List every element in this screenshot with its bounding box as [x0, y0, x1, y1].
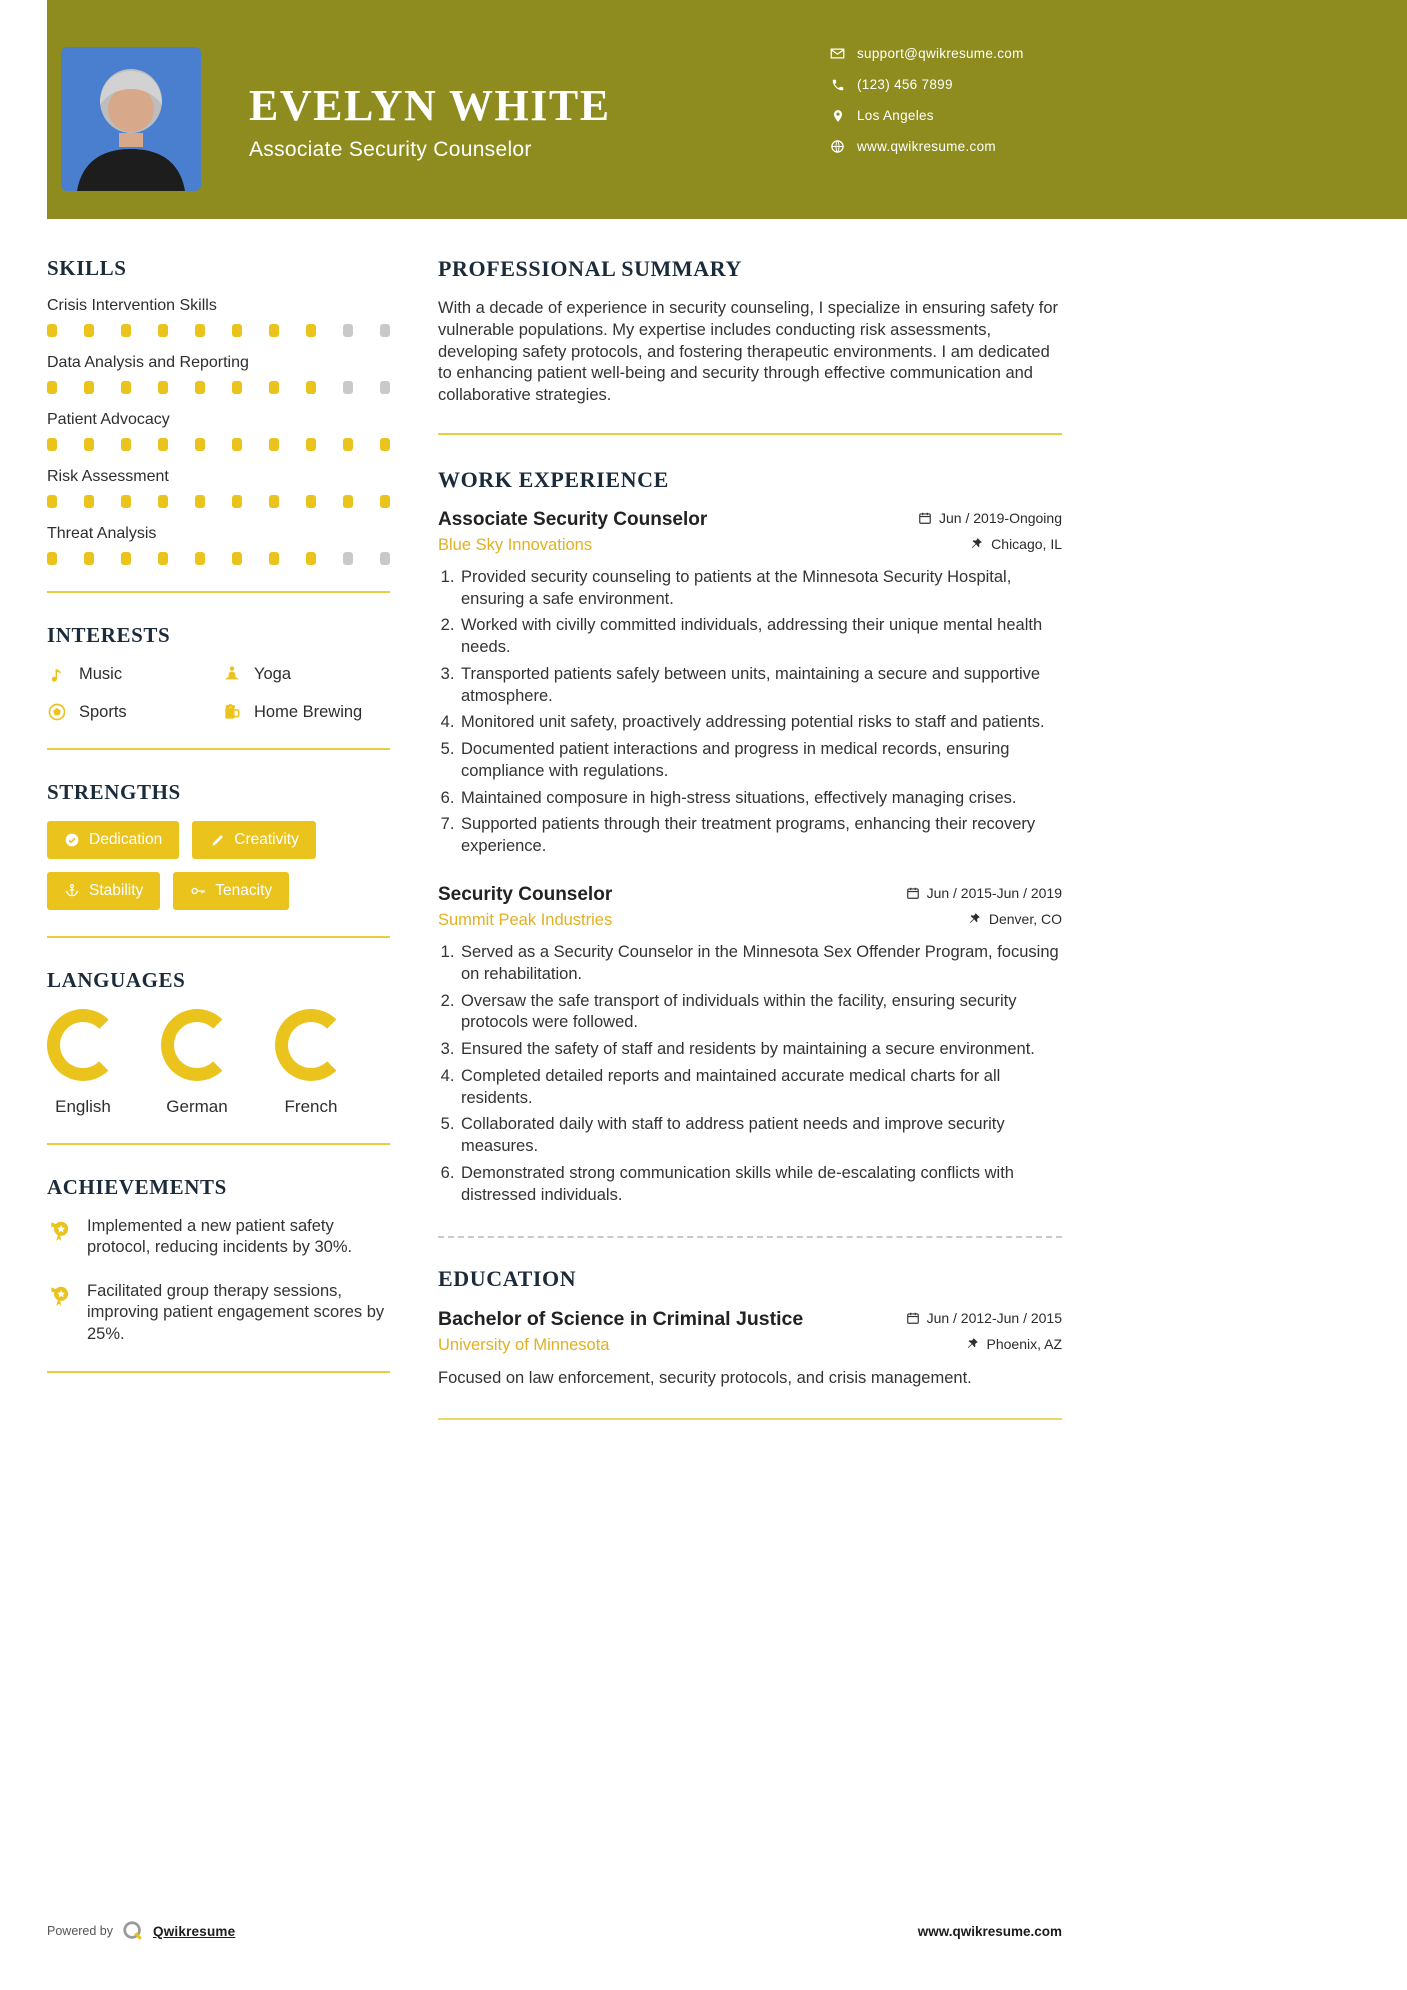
interest-item — [222, 702, 390, 722]
strength-label: Stability — [89, 882, 144, 899]
languages-row — [47, 1009, 390, 1117]
section-divider — [47, 591, 390, 593]
section-divider — [47, 1371, 390, 1373]
skill-name: Data Analysis and Reporting — [47, 354, 249, 371]
person-title: Associate Security Counselor — [249, 138, 532, 161]
header — [47, 0, 1407, 219]
skill-item — [47, 411, 390, 451]
section-divider — [47, 1143, 390, 1145]
job-bullet: 5. Documented patient interactions and progress in medical records, ensuring compliance with regulations. — [459, 739, 1062, 783]
job-title: Associate Security Counselor — [438, 508, 708, 530]
languages-section — [47, 968, 390, 1117]
job-subhead — [438, 911, 1062, 930]
interest-label: Sports — [79, 702, 127, 721]
skill-item — [47, 525, 390, 565]
job-head — [438, 509, 1062, 531]
job-bullet: 2. Worked with civilly committed individuals, addressing their unique mental health needs. — [459, 615, 1062, 659]
language-item — [47, 1009, 119, 1117]
skill-meter — [47, 438, 390, 451]
job-bullet: 7. Supported patients through their treatment programs, enhancing their recovery experience. — [459, 814, 1062, 858]
education-location-text: Phoenix, AZ — [986, 1336, 1062, 1353]
light-divider — [438, 1418, 1062, 1420]
contact-phone — [830, 77, 1024, 92]
job-subhead — [438, 536, 1062, 555]
right-column — [438, 256, 1062, 1420]
strengths-heading: STRENGTHS — [47, 780, 181, 804]
location-icon — [830, 108, 845, 123]
education-description: Focused on law enforcement, security protocols, and crisis management. — [438, 1369, 972, 1388]
skill-name: Patient Advocacy — [47, 411, 170, 428]
footer-site-link[interactable]: www.qwikresume.com — [917, 1923, 1062, 1939]
job-bullet: 3. Transported patients safely between units, maintaining a secure and supportive atmosphere. — [459, 664, 1062, 708]
skill-name: Risk Assessment — [47, 468, 169, 485]
profile-photo-image — [61, 47, 201, 191]
job-dates — [918, 510, 1062, 526]
job-bullet: 6. Demonstrated strong communication skills while de-escalating conflicts with distressed individuals. — [459, 1163, 1062, 1207]
contact-location-text: Los Angeles — [857, 108, 934, 123]
music-icon — [47, 664, 67, 684]
dashed-divider — [438, 1236, 1062, 1238]
education-section — [438, 1266, 1062, 1420]
language-donut — [275, 1009, 347, 1081]
contact-email — [830, 46, 1024, 61]
contact-email-text: support@qwikresume.com — [857, 46, 1024, 61]
skills-heading: SKILLS — [47, 256, 127, 280]
achievement-item — [47, 1281, 390, 1345]
achievement-text: Facilitated group therapy sessions, improving patient engagement scores by 25%. — [87, 1281, 385, 1343]
strength-label: Tenacity — [215, 882, 273, 899]
achievements-heading: ACHIEVEMENTS — [47, 1175, 227, 1199]
footer — [47, 1920, 1062, 1942]
main-content — [0, 219, 1407, 1420]
skill-meter — [47, 324, 390, 337]
left-column — [47, 256, 390, 1420]
section-divider — [438, 433, 1062, 435]
skill-meter — [47, 381, 390, 394]
skill-meter — [47, 552, 390, 565]
job-location — [968, 911, 1062, 927]
skill-name: Threat Analysis — [47, 525, 157, 542]
language-item — [275, 1009, 347, 1117]
job-head — [438, 884, 1062, 906]
section-divider — [47, 748, 390, 750]
summary-text: With a decade of experience in security counseling, I specialize in ensuring safety for vulnerable populations. My expertise includes conducting risk assessments, developing safety protocols, and fostering therapeutic environments. I am dedicated to enhancing patient well-being and security through effective communication and collaborative strategies. — [438, 299, 1058, 405]
profile-photo — [61, 47, 201, 191]
job-bullet: 1. Served as a Security Counselor in the Minnesota Sex Offender Program, focusing on rehabilitation. — [459, 942, 1062, 986]
skill-name: Crisis Intervention Skills — [47, 297, 217, 314]
education-head — [438, 1308, 1062, 1331]
job-company: Summit Peak Industries — [438, 911, 613, 930]
education-degree: Bachelor of Science in Criminal Justice — [438, 1308, 804, 1331]
job-bullets — [459, 567, 1062, 858]
qwikresume-logo-icon — [122, 1920, 144, 1942]
job-entry — [438, 884, 1062, 1206]
skill-item — [47, 297, 390, 337]
job-bullet: 3. Ensured the safety of staff and residents by maintaining a secure environment. — [459, 1039, 1062, 1061]
qwikresume-brand-link[interactable]: Qwikresume — [153, 1923, 236, 1939]
strength-label: Creativity — [234, 831, 299, 848]
job-bullet: 6. Maintained composure in high-stress situations, effectively managing crises. — [459, 788, 1062, 810]
skills-section — [47, 256, 390, 565]
contact-list — [830, 46, 1024, 170]
strength-chip-stability — [47, 872, 160, 910]
interest-label: Yoga — [254, 664, 292, 683]
language-label: English — [55, 1097, 111, 1116]
job-bullet: 1. Provided security counseling to patients at the Minnesota Security Hospital, ensuring a safe environment. — [459, 567, 1062, 611]
person-name: EVELYN WHITE — [249, 81, 611, 130]
identity-block — [249, 81, 611, 162]
strength-chip-creativity — [192, 821, 316, 859]
language-donut — [47, 1009, 119, 1081]
pushpin-icon — [966, 1337, 980, 1351]
interest-label: Music — [79, 664, 123, 683]
strengths-section — [47, 780, 390, 910]
sports-icon — [47, 702, 67, 722]
medal-star-icon — [47, 1283, 73, 1309]
home-brewing-icon — [222, 702, 242, 722]
contact-location — [830, 108, 1024, 123]
job-location — [970, 536, 1062, 552]
job-dates — [906, 885, 1062, 901]
education-heading: EDUCATION — [438, 1266, 577, 1292]
education-location — [966, 1336, 1063, 1352]
interests-grid — [47, 664, 390, 722]
languages-heading: LANGUAGES — [47, 968, 186, 992]
interest-item — [47, 702, 222, 722]
education-dates-text: Jun / 2012-Jun / 2015 — [926, 1310, 1062, 1327]
language-label: German — [166, 1097, 228, 1116]
language-item — [161, 1009, 233, 1117]
pushpin-icon — [968, 912, 982, 926]
education-dates — [906, 1310, 1062, 1326]
interests-heading: INTERESTS — [47, 623, 171, 647]
experience-section — [438, 467, 1062, 1207]
job-company: Blue Sky Innovations — [438, 535, 593, 554]
achievements-section — [47, 1175, 390, 1345]
language-label: French — [284, 1097, 338, 1116]
job-dates-text: Jun / 2019-Ongoing — [939, 509, 1062, 526]
contact-website — [830, 139, 1024, 154]
strengths-chips — [47, 821, 390, 910]
achievement-text: Implemented a new patient safety protocol, reducing incidents by 30%. — [87, 1217, 353, 1257]
strength-chip-tenacity — [173, 872, 289, 910]
job-bullet: 4. Completed detailed reports and maintained accurate medical charts for all residents. — [459, 1066, 1062, 1110]
pen-icon — [209, 832, 225, 848]
calendar-icon — [906, 1311, 920, 1325]
job-bullet: 4. Monitored unit safety, proactively addressing potential risks to staff and patients. — [459, 712, 1062, 734]
skill-item — [47, 354, 390, 394]
key-icon — [190, 883, 206, 899]
job-entry — [438, 509, 1062, 858]
job-bullet: 5. Collaborated daily with staff to address patient needs and improve security measures. — [459, 1114, 1062, 1158]
experience-heading: WORK EXPERIENCE — [438, 466, 669, 492]
yoga-icon — [222, 664, 242, 684]
summary-heading: PROFESSIONAL SUMMARY — [438, 256, 742, 281]
calendar-icon — [918, 511, 932, 525]
interest-item — [47, 664, 222, 684]
job-bullet: 2. Oversaw the safe transport of individuals within the facility, ensuring security protocols were followed. — [459, 991, 1062, 1035]
calendar-icon — [906, 886, 920, 900]
job-location-text: Chicago, IL — [991, 535, 1062, 552]
contact-website-text: www.qwikresume.com — [857, 139, 996, 154]
job-dates-text: Jun / 2015-Jun / 2019 — [926, 885, 1062, 902]
medal-star-icon — [47, 1218, 73, 1244]
education-subhead — [438, 1336, 1062, 1355]
phone-icon — [830, 77, 845, 92]
strength-label: Dedication — [89, 831, 163, 848]
job-bullets — [459, 942, 1062, 1206]
section-divider — [47, 936, 390, 938]
powered-by-label: Powered by — [47, 1924, 114, 1938]
globe-icon — [830, 139, 845, 154]
pushpin-icon — [970, 537, 984, 551]
skill-meter — [47, 495, 390, 508]
anchor-icon — [64, 883, 80, 899]
summary-section — [438, 256, 1062, 435]
achievement-item — [47, 1216, 390, 1259]
interest-item — [222, 664, 390, 684]
powered-by — [47, 1920, 235, 1942]
job-location-text: Denver, CO — [988, 911, 1062, 928]
job-title: Security Counselor — [438, 884, 613, 906]
strength-chip-dedication — [47, 821, 179, 859]
interest-label: Home Brewing — [254, 702, 363, 721]
language-donut — [161, 1009, 233, 1081]
skill-item — [47, 468, 390, 508]
email-icon — [830, 46, 845, 61]
check-circle-icon — [64, 832, 80, 848]
interests-section — [47, 623, 390, 722]
education-school: University of Minnesota — [438, 1336, 610, 1355]
contact-phone-text: (123) 456 7899 — [857, 77, 953, 92]
